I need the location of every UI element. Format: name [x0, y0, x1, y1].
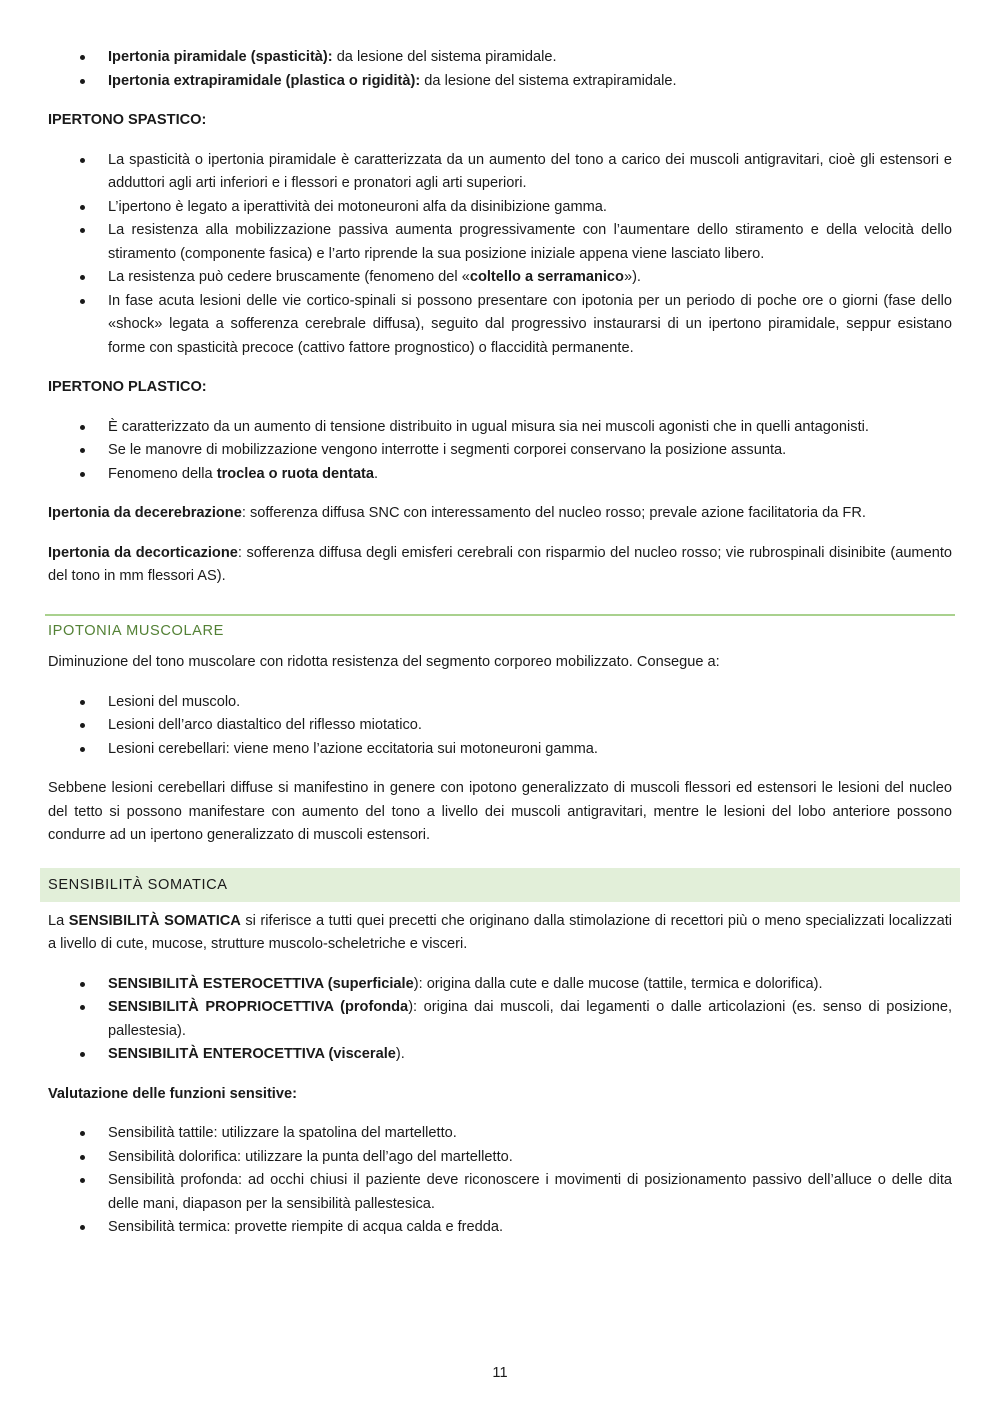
list-item: Ipertonia piramidale (spasticità): da lesione del sistema piramidale.	[108, 46, 952, 70]
hypotonia-heading: IPOTONIA MUSCOLARE	[45, 614, 955, 644]
list-item: Se le manovre di mobilizzazione vengono interrotte i segmenti corporei conservano la posizione assunta.	[108, 439, 952, 463]
plastic-heading: IPERTONO PLASTICO:	[48, 379, 207, 395]
list-item: Sensibilità tattile: utilizzare la spatolina del martelletto.	[108, 1122, 952, 1146]
list-item: La resistenza può cedere bruscamente (fenomeno del «coltello a serramanico»).	[108, 266, 952, 290]
list-item: Lesioni dell’arco diastaltico del riflesso miotatico.	[108, 714, 952, 738]
spastic-list	[48, 149, 952, 361]
list-item: Ipertonia extrapiramidale (plastica o rigidità): da lesione del sistema extrapiramidale.	[108, 70, 952, 94]
hypotonia-intro: Diminuzione del tono muscolare con ridotta resistenza del segmento corporeo mobilizzato. Consegue a:	[48, 654, 720, 670]
list-item: La resistenza alla mobilizzazione passiva aumenta progressivamente con l’aumentare dello stiramento e della velocità dello stiramento (componente fasica) e l’arto riprende la sua posizione iniziale appena viene lasciato libero.	[108, 219, 952, 266]
hypotonia-paragraph: Sebbene lesioni cerebellari diffuse si manifestino in genere con ipotono generalizzato di muscoli flessori ed estensori le lesioni del nucleo del tetto si possono manifestare con aumento del tono a livello dei muscoli antigravitari, mentre le lesioni del lobo anteriore possono condurre ad un ipertono generalizzato di muscoli estensori.	[48, 780, 952, 843]
list-item: Lesioni cerebellari: viene meno l’azione eccitatoria sui motoneuroni gamma.	[108, 738, 952, 762]
hypotonia-list	[48, 691, 952, 762]
list-item: Sensibilità dolorifica: utilizzare la punta dell’ago del martelletto.	[108, 1146, 952, 1170]
spastic-heading: IPERTONO SPASTICO:	[48, 112, 207, 128]
plastic-list	[48, 416, 952, 487]
page-number: 11	[492, 1365, 508, 1381]
list-item: SENSIBILITÀ PROPRIOCETTIVA (profonda): origina dai muscoli, dai legamenti o dalle articolazioni (es. senso di posizione, pallestesia).	[108, 996, 952, 1043]
hypertonia-types-list	[48, 46, 952, 93]
evaluation-heading: Valutazione delle funzioni sensitive:	[48, 1085, 297, 1102]
list-item: SENSIBILITÀ ENTEROCETTIVA (viscerale).	[108, 1043, 952, 1067]
decerebration-paragraph: Ipertonia da decerebrazione: sofferenza diffusa SNC con interessamento del nucleo rosso; prevale azione facilitatoria da FR.	[48, 505, 866, 521]
list-item: In fase acuta lesioni delle vie cortico-spinali si possono presentare con ipotonia per un periodo di poche ore o giorni (fase dello «shock» legata a sofferenza cerebrale diffusa), seguito dal progressivo instaurarsi di un ipertono piramidale, seppur esistano forme con spasticità precoce (cattivo fattore prognostico) o flaccidità permanente.	[108, 290, 952, 361]
somatic-sensitivity-intro: La SENSIBILITÀ SOMATICA si riferisce a tutti quei precetti che originano dalla stimolazione di recettori più o meno specializzati localizzati a livello di cute, mucose, strutture muscolo-scheletriche e visceri.	[48, 912, 952, 952]
list-item: L’ipertono è legato a iperattività dei motoneuroni alfa da disinibizione gamma.	[108, 196, 952, 220]
decortication-paragraph: Ipertonia da decorticazione: sofferenza diffusa degli emisferi cerebrali con risparmio del nucleo rosso; vie rubrospinali disinibite (aumento del tono in mm flessori AS).	[48, 544, 952, 584]
sensitivity-types-list	[48, 973, 952, 1067]
list-item: È caratterizzato da un aumento di tensione distribuito in ugual misura sia nei muscoli agonisti che in quelli antagonisti.	[108, 416, 952, 440]
evaluation-list	[48, 1122, 952, 1240]
document-page	[48, 46, 952, 1240]
list-item: SENSIBILITÀ ESTEROCETTIVA (superficiale): origina dalla cute e dalle mucose (tattile, termica e dolorifica).	[108, 973, 952, 997]
list-item: Sensibilità termica: provette riempite di acqua calda e fredda.	[108, 1216, 952, 1240]
somatic-sensitivity-heading: SENSIBILITÀ SOMATICA	[40, 868, 960, 902]
list-item: Fenomeno della troclea o ruota dentata.	[108, 463, 952, 487]
list-item: Sensibilità profonda: ad occhi chiusi il paziente deve riconoscere i movimenti di posizionamento passivo dell’alluce o delle dita delle mani, diapason per la sensibilità pallestesica.	[108, 1169, 952, 1216]
list-item: La spasticità o ipertonia piramidale è caratterizzata da un aumento del tono a carico dei muscoli antigravitari, cioè gli estensori e adduttori agli arti inferiori e i flessori e pronatori agli arti superiori.	[108, 149, 952, 196]
list-item: Lesioni del muscolo.	[108, 691, 952, 715]
